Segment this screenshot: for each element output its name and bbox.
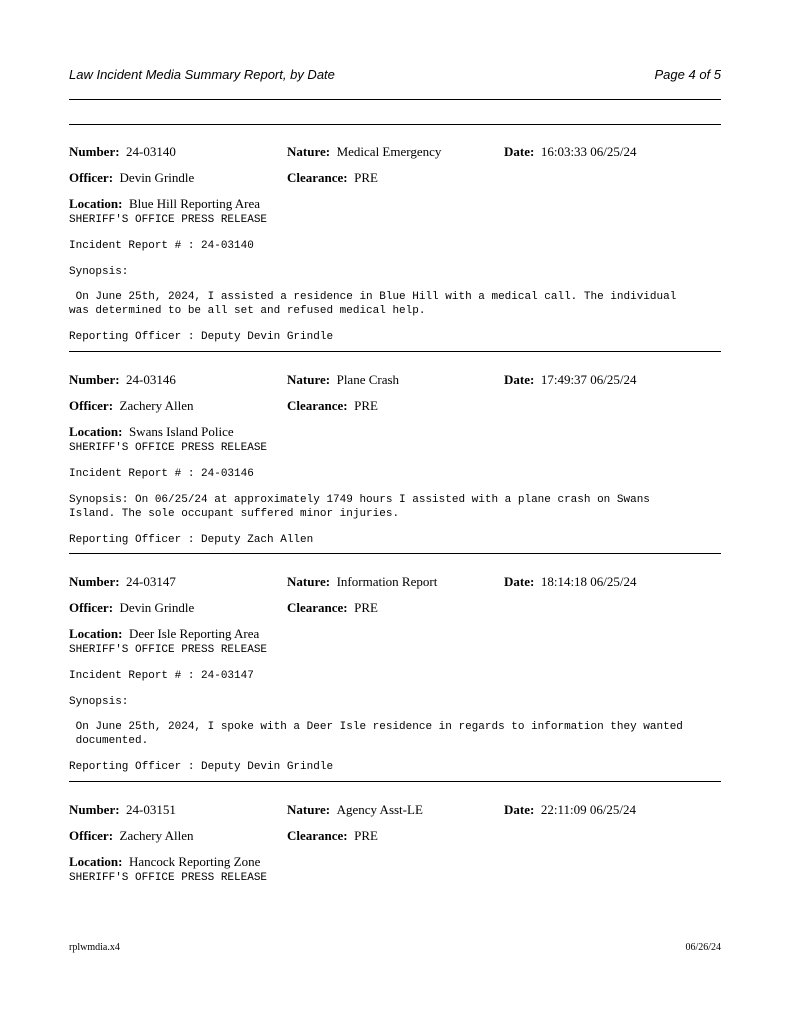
nature-label: Nature:	[287, 574, 331, 589]
incident-report-line: Incident Report # : 24-03140	[69, 240, 254, 252]
incident-report-line: Incident Report # : 24-03146	[69, 468, 254, 480]
officer-label: Officer:	[69, 600, 114, 615]
clearance-label: Clearance:	[287, 600, 348, 615]
record-divider	[69, 781, 721, 782]
officer-value: Devin Grindle	[119, 170, 195, 185]
record-row-2	[69, 600, 721, 616]
record-row-location	[69, 424, 721, 440]
location-label: Location:	[69, 854, 123, 869]
footer-print-date: 06/26/24	[685, 942, 721, 953]
record-row-2	[69, 828, 721, 844]
nature-label: Nature:	[287, 802, 331, 817]
press-release-line: SHERIFF'S OFFICE PRESS RELEASE	[69, 442, 268, 454]
clearance-value: PRE	[354, 828, 378, 843]
date-value: 16:03:33 06/25/24	[540, 144, 637, 159]
officer-label: Officer:	[69, 170, 114, 185]
synopsis-text: On June 25th, 2024, I assisted a residence in Blue Hill with a medical call. The individual was determined to be all set and refused medical help.	[69, 291, 677, 317]
number-label: Number:	[69, 574, 120, 589]
record-row-location	[69, 626, 721, 642]
clearance-label: Clearance:	[287, 828, 348, 843]
press-release-line: SHERIFF'S OFFICE PRESS RELEASE	[69, 872, 268, 884]
record-row-location	[69, 196, 721, 212]
record-row-2	[69, 170, 721, 186]
record-divider	[69, 351, 721, 352]
date-value: 17:49:37 06/25/24	[540, 372, 637, 387]
nature-value: Agency Asst-LE	[336, 802, 423, 817]
number-label: Number:	[69, 372, 120, 387]
record-row-1	[69, 802, 721, 818]
date-label: Date:	[504, 372, 535, 387]
number-label: Number:	[69, 802, 120, 817]
date-label: Date:	[504, 802, 535, 817]
header-rule	[69, 99, 721, 100]
section-rule	[69, 124, 721, 125]
location-value: Blue Hill Reporting Area	[128, 196, 261, 211]
report-title: Law Incident Media Summary Report, by Date	[69, 67, 335, 82]
number-label: Number:	[69, 144, 120, 159]
officer-label: Officer:	[69, 828, 114, 843]
synopsis-text: Synopsis: On 06/25/24 at approximately 1749 hours I assisted with a plane crash on Swans Island. The sole occupant suffered minor injuries.	[69, 494, 650, 520]
date-label: Date:	[504, 574, 535, 589]
officer-label: Officer:	[69, 398, 114, 413]
officer-value: Devin Grindle	[119, 600, 195, 615]
record-row-location	[69, 854, 721, 870]
record-row-2	[69, 398, 721, 414]
record-row-1	[69, 574, 721, 590]
incident-report-line: Incident Report # : 24-03147	[69, 670, 254, 682]
date-label: Date:	[504, 144, 535, 159]
synopsis-label: Synopsis:	[69, 696, 129, 708]
page-number: Page 4 of 5	[654, 67, 721, 82]
clearance-label: Clearance:	[287, 170, 348, 185]
location-label: Location:	[69, 196, 123, 211]
clearance-label: Clearance:	[287, 398, 348, 413]
synopsis-label: Synopsis:	[69, 266, 129, 278]
press-release-line: SHERIFF'S OFFICE PRESS RELEASE	[69, 644, 268, 656]
location-value: Swans Island Police	[128, 424, 234, 439]
synopsis-text: On June 25th, 2024, I spoke with a Deer Isle residence in regards to information they wanted documented.	[75, 721, 683, 747]
footer-report-id: rplwmdia.x4	[69, 942, 120, 953]
reporting-officer-line: Reporting Officer : Deputy Devin Grindle	[69, 331, 334, 343]
number-value: 24-03147	[126, 574, 176, 589]
record-row-1	[69, 372, 721, 388]
number-value: 24-03151	[126, 802, 176, 817]
nature-label: Nature:	[287, 144, 331, 159]
reporting-officer-line: Reporting Officer : Deputy Devin Grindle	[69, 761, 334, 773]
location-value: Hancock Reporting Zone	[128, 854, 261, 869]
location-label: Location:	[69, 424, 123, 439]
clearance-value: PRE	[354, 398, 378, 413]
record-divider	[69, 553, 721, 554]
number-value: 24-03146	[126, 372, 176, 387]
press-release-line: SHERIFF'S OFFICE PRESS RELEASE	[69, 214, 268, 226]
record-row-1	[69, 144, 721, 160]
location-label: Location:	[69, 626, 123, 641]
date-value: 22:11:09 06/25/24	[540, 802, 637, 817]
nature-value: Information Report	[336, 574, 438, 589]
officer-value: Zachery Allen	[119, 828, 194, 843]
nature-value: Medical Emergency	[336, 144, 442, 159]
officer-value: Zachery Allen	[119, 398, 194, 413]
reporting-officer-line: Reporting Officer : Deputy Zach Allen	[69, 534, 314, 546]
clearance-value: PRE	[354, 600, 378, 615]
date-value: 18:14:18 06/25/24	[540, 574, 637, 589]
nature-value: Plane Crash	[336, 372, 400, 387]
location-value: Deer Isle Reporting Area	[128, 626, 260, 641]
nature-label: Nature:	[287, 372, 331, 387]
clearance-value: PRE	[354, 170, 378, 185]
number-value: 24-03140	[126, 144, 176, 159]
